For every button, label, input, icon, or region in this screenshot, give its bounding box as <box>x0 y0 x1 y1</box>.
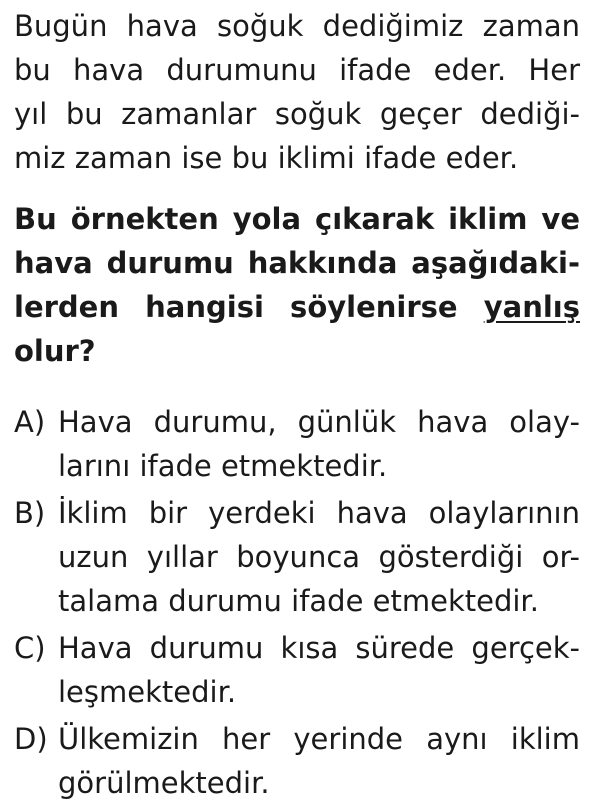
option-b[interactable] <box>14 491 580 623</box>
option-d[interactable] <box>14 717 580 805</box>
question-line <box>14 285 580 329</box>
option-line: leşmektedir. <box>58 675 237 709</box>
option-line: Hava durumu kısa sürede gerçek- <box>58 631 580 665</box>
option-text <box>58 400 580 488</box>
question-page <box>14 4 580 808</box>
passage-line: Bugün hava soğuk dediğimiz zaman <box>14 9 580 43</box>
option-letter: D) <box>14 722 48 756</box>
question-line: olur? <box>14 334 96 368</box>
option-letter: B) <box>14 496 46 530</box>
option-line: Hava durumu, günlük hava olay- <box>58 405 580 439</box>
option-text <box>58 626 580 714</box>
option-letter: A) <box>14 405 46 439</box>
passage-line: yıl bu zamanlar soğuk geçer dediği- <box>14 97 580 131</box>
emphasized-word: yanlış <box>483 290 580 324</box>
option-line: talama durumu ifade etmektedir. <box>58 584 539 618</box>
option-line: Ülkemizin her yerinde aynı iklim <box>58 722 580 756</box>
question-stem <box>14 197 580 373</box>
answer-options <box>14 400 580 805</box>
option-text <box>58 491 580 623</box>
option-letter: C) <box>14 631 46 665</box>
question-line-text: lerden hangisi söylenirse <box>14 290 484 324</box>
passage-line: miz zaman ise bu iklimi ifade eder. <box>14 141 519 175</box>
option-c[interactable] <box>14 626 580 714</box>
option-line: İklim bir yerdeki hava olaylarının <box>58 496 580 530</box>
option-line: görülmektedir. <box>58 766 270 800</box>
question-line: Bu örnekten yola çıkarak iklim ve <box>14 202 580 236</box>
option-line: larını ifade etmektedir. <box>58 449 388 483</box>
option-text <box>58 717 580 805</box>
option-a[interactable] <box>14 400 580 488</box>
passage-text <box>14 4 580 180</box>
passage-line: bu hava durumunu ifade eder. Her <box>14 53 580 87</box>
option-line: uzun yıllar boyunca gösterdiği or- <box>58 540 580 574</box>
question-line: hava durumu hakkında aşağıdaki- <box>14 246 580 280</box>
